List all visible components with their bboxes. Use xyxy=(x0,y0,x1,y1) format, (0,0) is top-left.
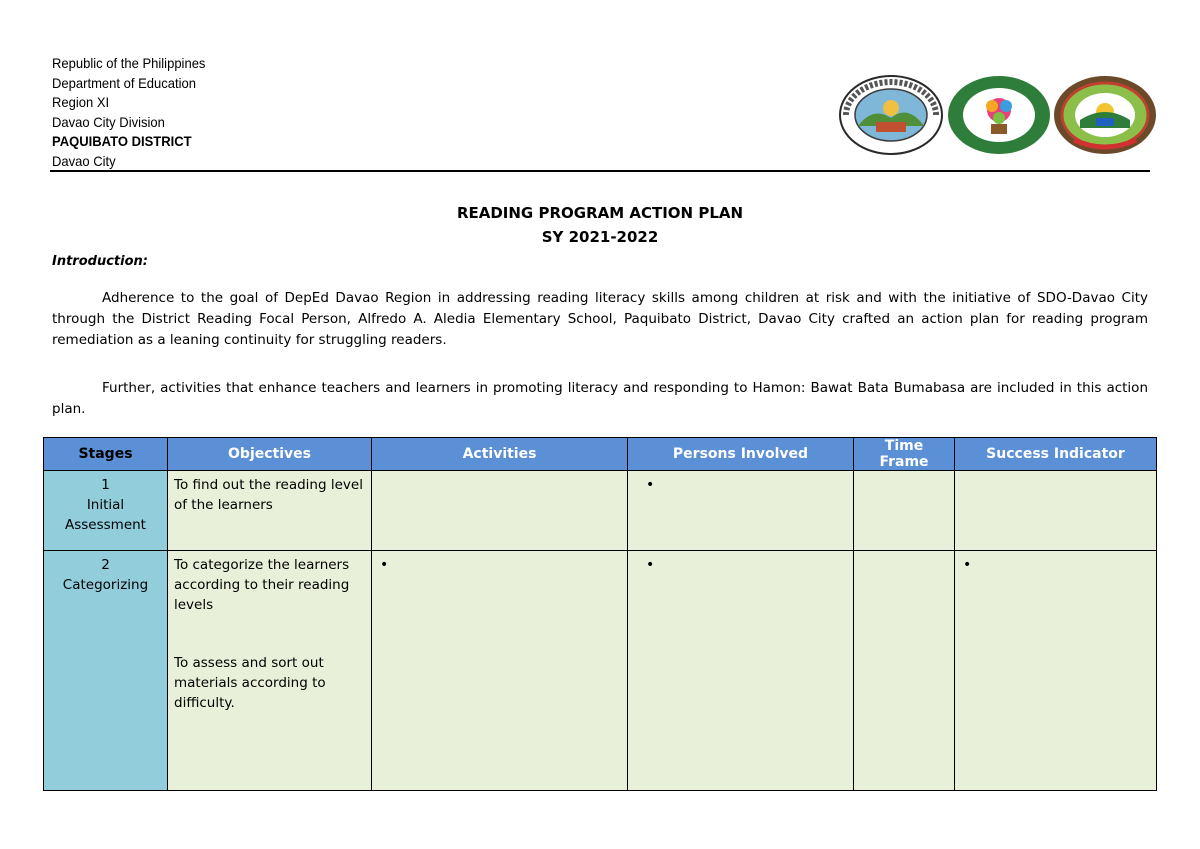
letterhead-text xyxy=(52,54,205,171)
seal-logos xyxy=(838,74,1158,156)
persons-involved-cell xyxy=(628,551,854,791)
stage-cell xyxy=(44,551,168,791)
success-indicator-cell xyxy=(955,551,1157,791)
activities-cell xyxy=(372,471,628,551)
objective-text: To assess and sort out materials according to difficulty. xyxy=(174,655,326,711)
column-header-objectives: Objectives xyxy=(168,438,372,471)
time-frame-cell xyxy=(854,471,955,551)
introduction-paragraph: Adherence to the goal of DepEd Davao Region in addressing reading literacy skills among children at risk and with the initiative of SDO-Davao City through the District Reading Focal Person, Alfredo A. Aledia Elementary School, Paquibato District, Davao City crafted an action plan for reading program remediation as a leaning continuity for struggling readers. xyxy=(52,290,1148,348)
time-frame-cell xyxy=(854,551,955,791)
davao-city-division-seal-logo xyxy=(946,74,1052,156)
bullet-point: • xyxy=(380,557,389,573)
action-plan-table xyxy=(43,437,1157,791)
persons-involved-cell xyxy=(628,471,854,551)
stage-name: Categorizing xyxy=(62,577,149,593)
success-indicator-cell xyxy=(955,471,1157,551)
bullet-point: • xyxy=(646,477,655,493)
letterhead-line: Davao City Division xyxy=(52,113,165,130)
document-title: READING PROGRAM ACTION PLAN xyxy=(456,204,744,222)
objective-text: To categorize the learners according to their reading levels xyxy=(174,557,350,613)
introduction-heading: Introduction: xyxy=(52,254,148,269)
column-header-activities: Activities xyxy=(372,438,628,471)
column-header-stages: Stages xyxy=(44,438,168,471)
bullet-point: • xyxy=(646,557,655,573)
table-header-row xyxy=(44,438,1157,471)
stage-number: 2 xyxy=(101,557,110,573)
header-divider xyxy=(50,170,1150,172)
bullet-point: • xyxy=(963,557,972,573)
letterhead-line: Davao City xyxy=(52,152,116,169)
stage-name: Initial xyxy=(86,497,125,513)
table-row xyxy=(44,471,1157,551)
objective-cell xyxy=(168,471,372,551)
stage-name: Assessment xyxy=(65,517,146,533)
column-header-success-indicator: Success Indicator xyxy=(955,438,1157,471)
letterhead-line: Region XI xyxy=(52,94,110,110)
stage-number: 1 xyxy=(101,477,110,493)
activities-cell xyxy=(372,551,628,791)
objective-text: To find out the reading level of the learners xyxy=(174,477,363,513)
letterhead-line: Republic of the Philippines xyxy=(52,55,206,71)
column-header-time-frame: Time Frame xyxy=(854,438,955,471)
stage-cell xyxy=(44,471,168,551)
objective-cell xyxy=(168,551,372,791)
letterhead-line: Department of Education xyxy=(52,74,197,91)
column-header-persons-involved: Persons Involved xyxy=(628,438,854,471)
paquibato-district-seal-logo xyxy=(1052,74,1158,156)
introduction-paragraph: Further, activities that enhance teachers and learners in promoting literacy and responding to Hamon: Bawat Bata Bumabasa are included in this action plan. xyxy=(52,380,1148,417)
school-year: SY 2021-2022 xyxy=(541,228,659,246)
table-row xyxy=(44,551,1157,791)
deped-region-seal-logo xyxy=(838,74,944,156)
letterhead-district: PAQUIBATO DISTRICT xyxy=(52,133,192,149)
